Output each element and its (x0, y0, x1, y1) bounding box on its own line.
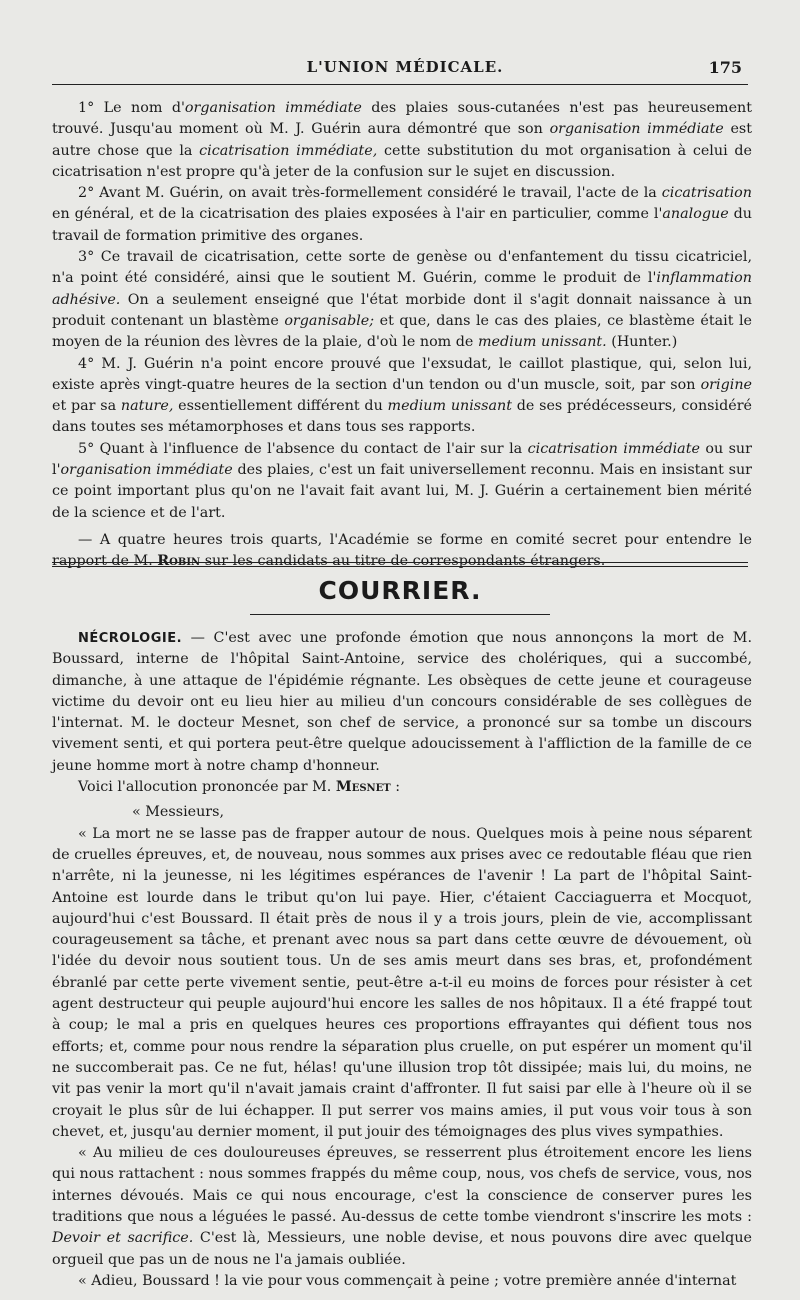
journal-title: L'UNION MÉDICALE. (306, 58, 504, 76)
courrier-heading: COURRIER. (318, 576, 482, 605)
header-rule (52, 84, 748, 85)
speech-paragraph-1: « La mort ne se lasse pas de frapper autour de nous. Quelques mois à peine nous séparent de cruelles épreuves, et, de nouveau, nous sommes aux prises avec ce redoutable fléau que rien n'arrête, ni la jeunesse, ni les légitimes espérances de l'avenir ! La part de l'hôpital Saint-Antoine est lourde dans le tribut qu'on lui paye. Hier, c'étaient Cacciaguerra et Mocquot, aujourd'hui c'est Boussard. Il était près de nous il y a trois jours, plein de vie, accomplissant courageusement sa tâche, et prenant avec nous sa part dans cette œuvre de dévouement, où l'idée du devoir nous soutient tous. Un de ses amis meurt dans ses bras, et, profondément ébranlé par cette perte vivement sentie, peut-être a-t-il eu moins de forces pour résister à cet agent destructeur qui peuple aujourd'hui encore les salles de nos hôpitaux. Il a été frappé tout à coup; le mal a pris en quelques heures ces proportions effrayantes qui défient tous nos efforts; et, comme pour nous rendre la séparation plus cruelle, on put espérer un moment qu'il ne succomberait pas. Ce ne fut, hélas! qu'une illusion trop tôt dissipée; mais lui, du moins, ne vit pas venir la mort qu'il n'avait jamais craint d'affronter. Il fut saisi par elle à l'heure où il se croyait le plus sûr de lui échapper. Il put serrer vos mains amies, il put vous voir tous à son chevet, et, jusqu'au dernier moment, il put jouir des témoignages des plus vives sympathies. (52, 825, 752, 1140)
running-header (60, 58, 750, 80)
academy-report-section (52, 98, 752, 573)
necrology-paragraph: NÉCROLOGIE. — C'est avec une profonde émotion que nous annonçons la mort de M. Boussard, interne de l'hôpital Saint-Antoine, service des cholériques, qui a succombé, dimanche, à une attaque de l'épidémie régnante. Les obsèques de cette jeune et courageuse victime du devoir ont eu lieu hier au milieu d'un concours considérable de ses collègues de l'internat. M. le docteur Mesnet, son chef de service, a prononcé sur sa tombe un discours vivement senti, et qui portera peut-être quelque adoucissement à l'affliction de la famille de ce jeune homme mort à notre champ d'honneur. (52, 630, 752, 774)
point-2-paragraph: 2° Avant M. Guérin, on avait très-formellement considéré le travail, l'acte de la cicatrisation en général, et de la cicatrisation des plaies exposées à l'air en particulier, comme l'analogue du travail de formation primitive des organes. (52, 185, 753, 244)
salutation: « Messieurs, (132, 804, 225, 821)
allocution-intro: Voici l'allocution prononcée par M. Mesnet : (78, 779, 401, 796)
point-3-paragraph: 3° Ce travail de cicatrisation, cette sorte de genèse ou d'enfantement du tissu cicatriciel, n'a point été considéré, ainsi que le soutient M. Guérin, comme le produit de l'inflammation adhésive. On a seulement enseigné que l'état morbide dont il s'agit donnait naissance à un produit contenant un blastème organisable; et que, dans le cas des plaies, ce blastème était le moyen de la réunion des lèvres de la plaie, d'où le nom de medium unissant. (Hunter.) (52, 249, 753, 351)
speech-paragraph-3: « Adieu, Boussard ! la vie pour vous commençait à peine ; votre première année d'internat (78, 1272, 737, 1289)
point-1-paragraph: 1° Le nom d'organisation immédiate des plaies sous-cutanées n'est pas heureusement trouvé. Jusqu'au moment où M. J. Guérin aura démontré que son organisation immédiate est autre chose que la cicatrisation immédiate, cette substitution du mot organisation à celui de cicatrisation n'est propre qu'à jeter de la confusion sur le sujet en discussion. (52, 100, 753, 180)
page-number: 175 (708, 58, 742, 77)
point-4-paragraph: 4° M. J. Guérin n'a point encore prouvé que l'exsudat, le caillot plastique, qui, selon lui, existe après vingt-quatre heures de la section d'un tendon ou d'un muscle, soit, par son origine et par sa nature, essentiellement différent du medium unissant de ses prédécesseurs, considéré dans toutes ses métamorphoses et dans tous ses rapports. (52, 355, 752, 436)
courrier-section (52, 628, 752, 1292)
section-divider (52, 562, 748, 567)
point-5-paragraph: 5° Quant à l'influence de l'absence du contact de l'air sur la cicatrisation immédiate ou sur l'organisation immédiate des plaies, c'est un fait universellement reconnu. Mais en insistant sur ce point important plus qu'on ne l'avait fait avant lui, M. J. Guérin a certainement bien mérité de la science et de l'art. (52, 440, 752, 521)
heading-underline (250, 614, 550, 615)
speech-paragraph-2: « Au milieu de ces douloureuses épreuves, se resserrent plus étroitement encore les liens qui nous rattachent : nous sommes frappés du même coup, nous, vos chefs de service, vous, nos internes dévoués. Mais ce qui nous encourage, c'est la conscience de conserver pures les traditions que nous a léguées le passé. Au-dessus de cette tombe viendront s'inscrire les mots : Devoir et sacrifice. C'est là, Messieurs, une noble devise, et nous pouvons dire avec quelque orgueil que pas un de nous ne l'a jamais oubliée. (52, 1145, 752, 1268)
secret-committee-paragraph: — A quatre heures trois quarts, l'Académie se forme en comité secret pour entendre le rapport de M. Robin sur les candidats au titre de correspondants étrangers. (52, 531, 752, 570)
